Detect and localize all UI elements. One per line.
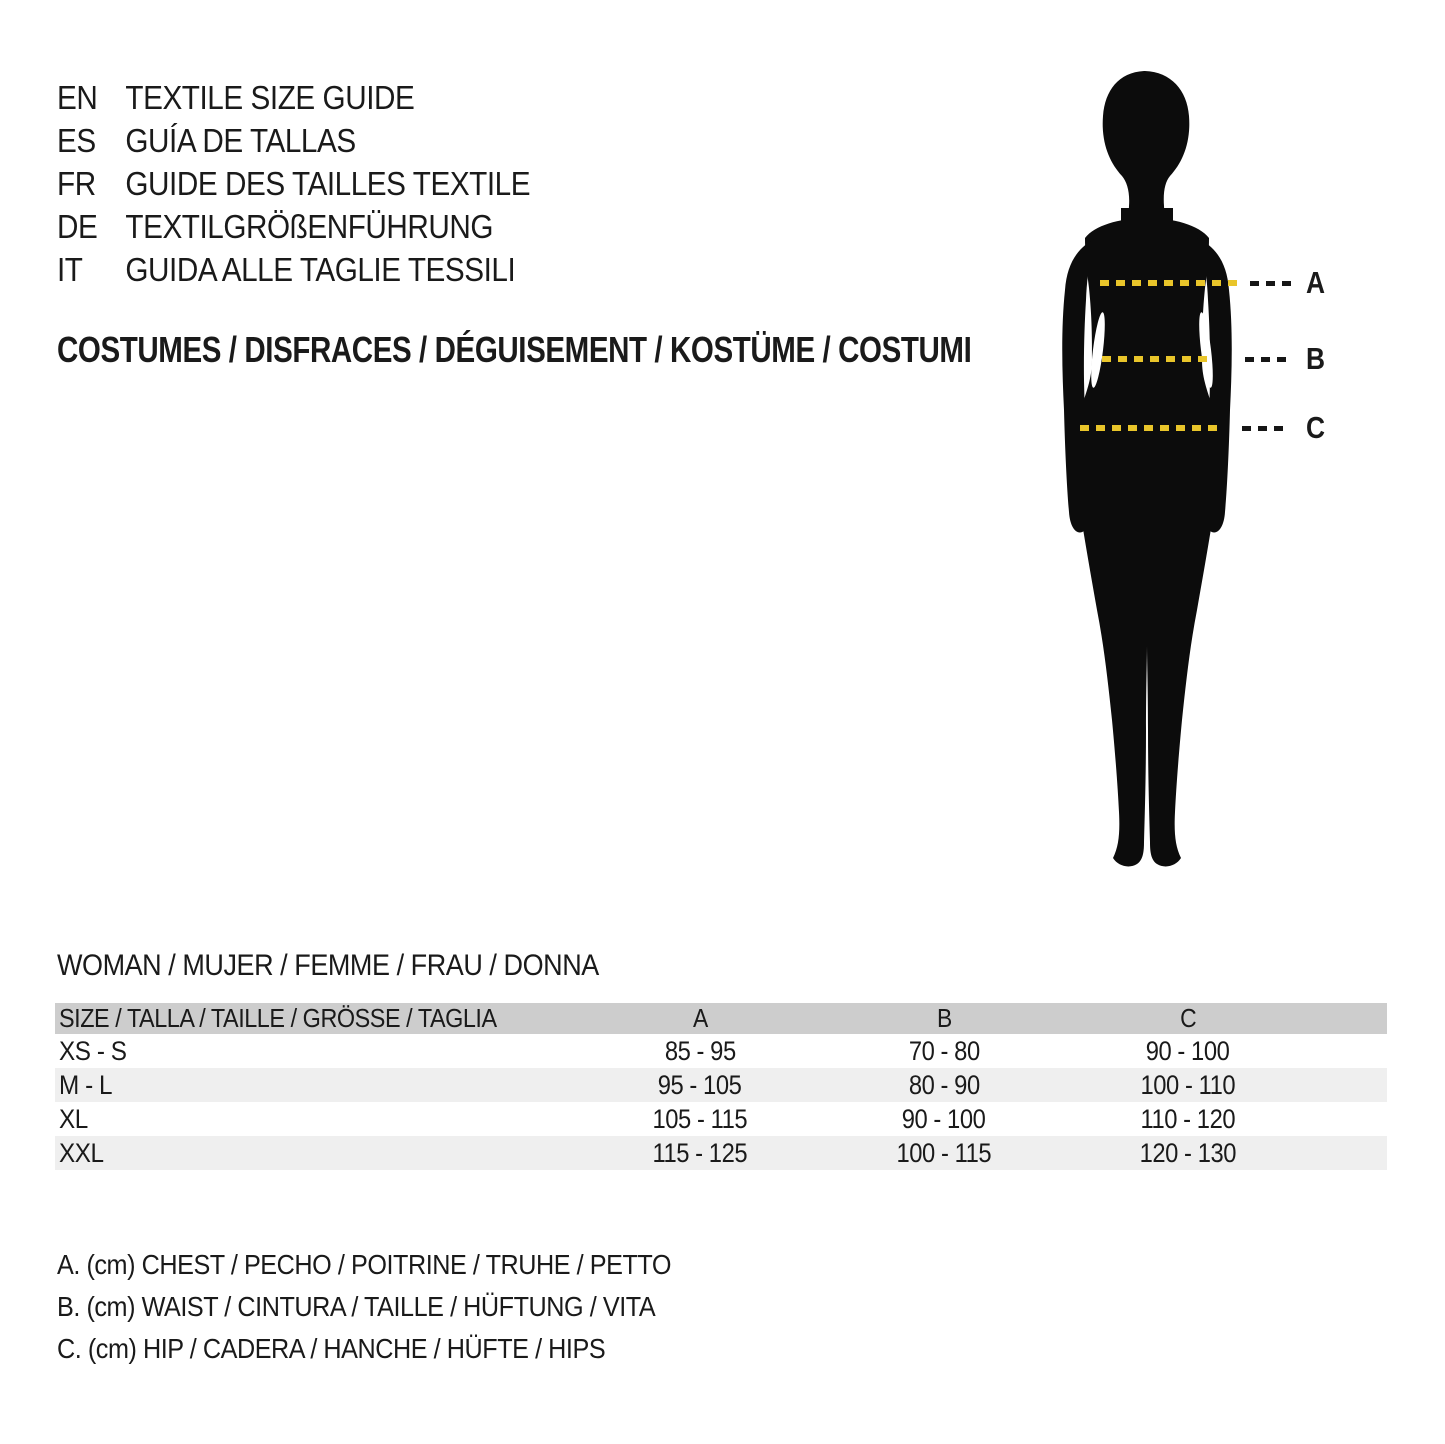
value-cell-b: 100 - 115 xyxy=(896,1137,992,1168)
value-cell-b: 70 - 80 xyxy=(908,1035,980,1066)
measurement-legend xyxy=(57,1244,739,1370)
language-code: ES xyxy=(57,121,96,159)
measure-label-b: B xyxy=(1306,341,1326,376)
language-code: FR xyxy=(57,164,96,202)
language-row-de xyxy=(57,205,583,248)
woman-silhouette xyxy=(1005,70,1295,875)
chest-callout-dash-line xyxy=(1250,281,1298,286)
hip-measure-dash-line xyxy=(1080,425,1224,431)
value-cell-c: 90 - 100 xyxy=(1146,1035,1230,1066)
value-cell-c: 100 - 110 xyxy=(1140,1069,1236,1100)
section-title-woman: WOMAN / MUJER / FEMME / FRAU / DONNA xyxy=(57,949,599,982)
language-title: TEXTILGRÖßENFÜHRUNG xyxy=(125,207,494,245)
chest-measure-dash-line xyxy=(1100,280,1242,286)
hip-callout-dash-line xyxy=(1242,426,1290,431)
size-table-header-size: SIZE / TALLA / TAILLE / GRÖSSE / TAGLIA xyxy=(59,1003,497,1033)
language-title: GUIDE DES TAILLES TEXTILE xyxy=(125,164,531,202)
measure-label-a: A xyxy=(1306,265,1326,300)
language-code: DE xyxy=(57,207,98,245)
size-cell: XL xyxy=(59,1103,88,1134)
language-row-it xyxy=(57,248,583,291)
value-cell-a: 115 - 125 xyxy=(652,1137,748,1168)
language-row-es xyxy=(57,119,583,162)
size-table-header-row xyxy=(55,1003,1387,1034)
language-title: GUÍA DE TALLAS xyxy=(125,121,356,159)
table-row-xl xyxy=(55,1102,1387,1136)
size-table xyxy=(55,1003,1387,1170)
language-title: GUIDA ALLE TAGLIE TESSILI xyxy=(125,250,516,288)
size-cell: M - L xyxy=(59,1069,113,1100)
size-table-header-c: C xyxy=(1179,1003,1197,1033)
language-list xyxy=(57,76,583,291)
legend-chest-text: A. (cm) CHEST / PECHO / POITRINE / TRUHE / PETTO xyxy=(57,1249,672,1280)
value-cell-a: 95 - 105 xyxy=(658,1069,742,1100)
value-cell-c: 120 - 130 xyxy=(1139,1137,1237,1168)
legend-chest xyxy=(57,1244,739,1286)
table-row-m-l xyxy=(55,1068,1387,1102)
language-title: TEXTILE SIZE GUIDE xyxy=(125,78,415,116)
table-row-xxl xyxy=(55,1136,1387,1170)
legend-hip xyxy=(57,1328,739,1370)
size-table-header-b: B xyxy=(936,1003,952,1033)
value-cell-b: 80 - 90 xyxy=(908,1069,980,1100)
language-code: EN xyxy=(57,78,98,116)
legend-hip-text: C. (cm) HIP / CADERA / HANCHE / HÜFTE / HIPS xyxy=(57,1333,606,1364)
size-table-header-a: A xyxy=(692,1003,708,1033)
waist-measure-dash-line xyxy=(1102,356,1214,362)
language-row-fr xyxy=(57,162,583,205)
value-cell-a: 105 - 115 xyxy=(652,1103,748,1134)
table-row-xs-s xyxy=(55,1034,1387,1068)
measure-label-c: C xyxy=(1306,410,1326,445)
legend-waist xyxy=(57,1286,739,1328)
value-cell-c: 110 - 120 xyxy=(1140,1103,1236,1134)
waist-callout-dash-line xyxy=(1245,357,1291,362)
legend-waist-text: B. (cm) WAIST / CINTURA / TAILLE / HÜFTUNG / VITA xyxy=(57,1291,656,1322)
language-code: IT xyxy=(57,250,83,288)
value-cell-a: 85 - 95 xyxy=(664,1035,736,1066)
size-cell: XXL xyxy=(59,1137,104,1168)
value-cell-b: 90 - 100 xyxy=(902,1103,986,1134)
category-title: COSTUMES / DISFRACES / DÉGUISEMENT / KOSTÜME / COSTUMI xyxy=(57,329,972,370)
language-row-en xyxy=(57,76,583,119)
size-cell: XS - S xyxy=(59,1035,127,1066)
